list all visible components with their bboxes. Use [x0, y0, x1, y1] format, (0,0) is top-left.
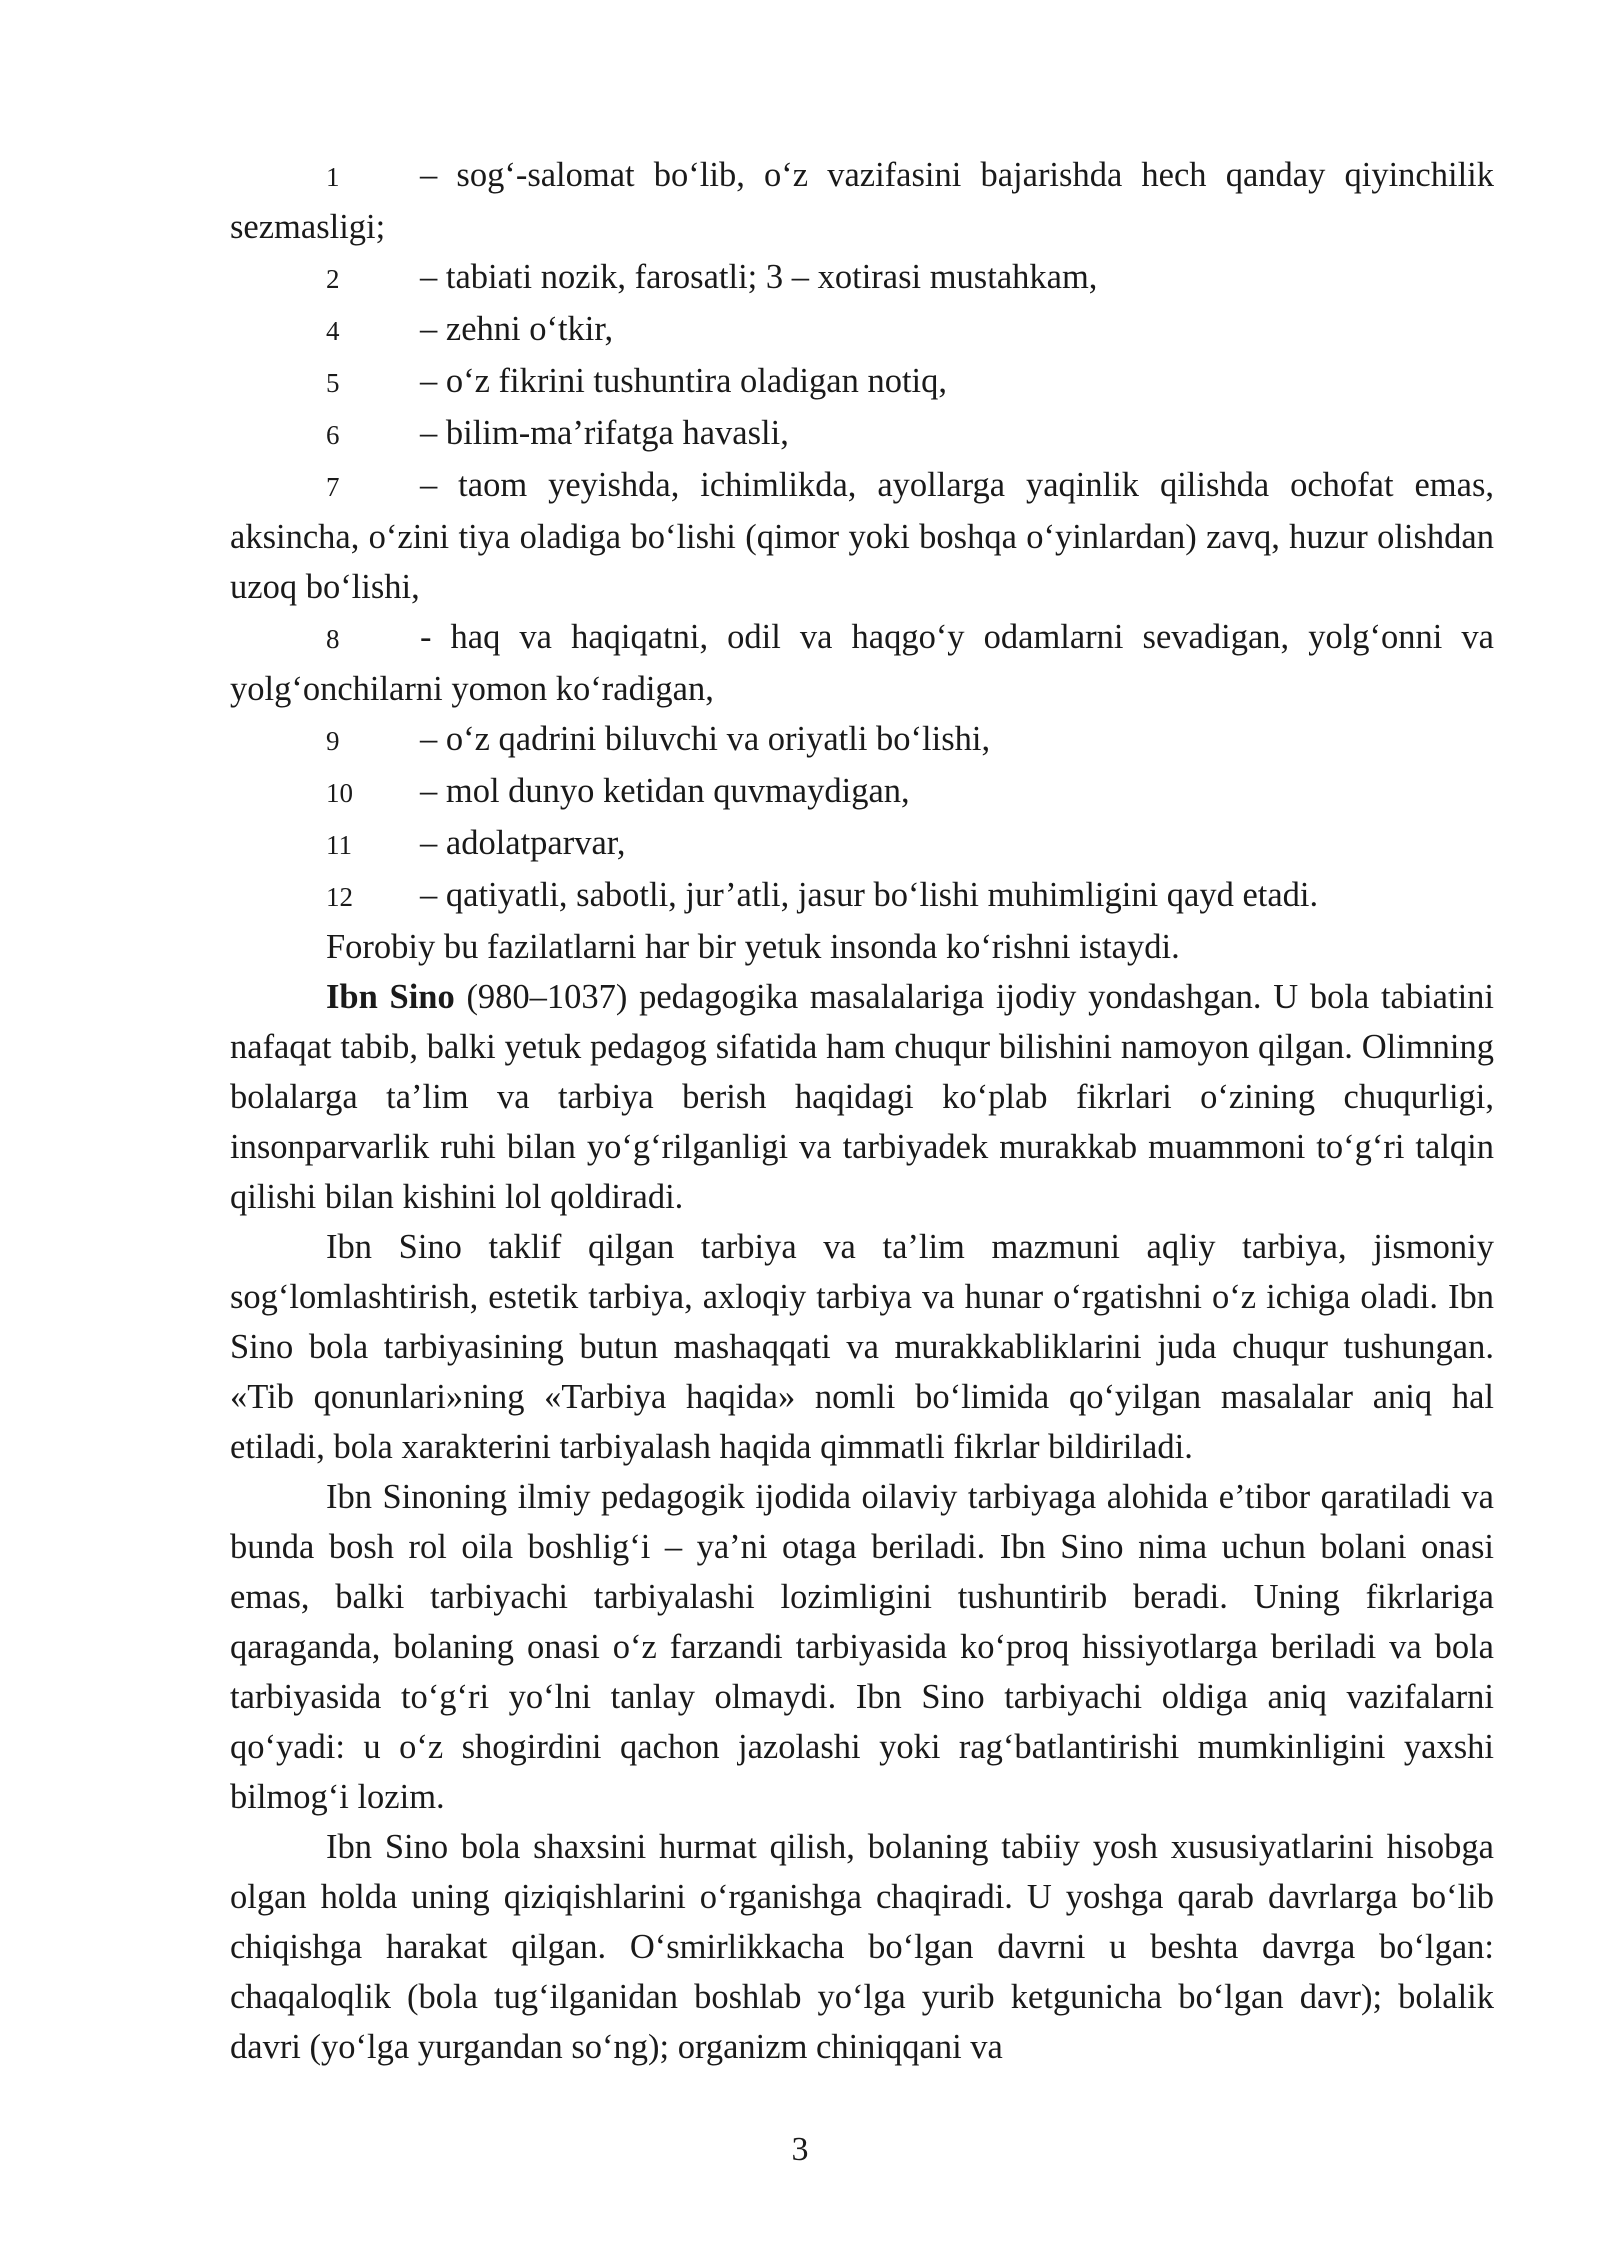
- list-item-text: – sog‘-salomat bo‘lib, o‘z vazifasini bajarishda hech qanday qiyinchilik sezmasligi;: [230, 156, 1494, 246]
- list-item: [230, 356, 1494, 408]
- page-number: 3: [791, 2131, 809, 2168]
- list-item-number: 6: [326, 420, 340, 450]
- list-item-number: 12: [326, 882, 353, 912]
- document-page: [230, 150, 1494, 2072]
- list-item-text: – mol dunyo ketidan quvmaydigan,: [420, 772, 910, 810]
- list-item: [230, 818, 1494, 870]
- list-item-text: – qatiyatli, sabotli, jur’atli, jasur bo‘lishi muhimligini qayd etadi.: [420, 876, 1319, 914]
- list-item: [230, 714, 1494, 766]
- list-item: [230, 870, 1494, 922]
- list-item: [230, 766, 1494, 818]
- list-item-text: – o‘z fikrini tushuntira oladigan notiq,: [420, 362, 947, 400]
- education-content-paragraph: Ibn Sino taklif qilgan tarbiya va ta’lim mazmuni aqliy tarbiya, jismoniy sog‘lomlashtirish, estetik tarbiya, axloqiy tarbiya va hunar o‘rgatishni o‘z ichiga oladi. Ibn Sino bola tarbiyasining butun mashaqqati va murakkabliklarini juda chuqur tushungan. «Tib qonunlari»ning «Tarbiya haqida» nomli bo‘limida qo‘yilgan masalalar aniq hal etiladi, bola xarakterini tarbiyalash haqida qimmatli fikrlar bildiriladi.: [230, 1228, 1494, 1466]
- list-item-number: 7: [326, 472, 340, 502]
- family-education-paragraph: Ibn Sinoning ilmiy pedagogik ijodida oilaviy tarbiyaga alohida e’tibor qaratiladi va bunda bosh rol oila boshlig‘i – ya’ni otaga beriladi. Ibn Sino nima uchun bolani onasi emas, balki tarbiyachi tarbiyalashi lozimligini tushuntirib beradi. Uning fikrlariga qaraganda, bolaning onasi o‘z farzandi tarbiyasida ko‘proq hissiyotlarga beriladi va bola tarbiyasida to‘g‘ri yo‘lni tanlay olmaydi. Ibn Sino tarbiyachi oldiga aniq vazifalarni qo‘yadi: u o‘z shogirdini qachon jazolashi yoki rag‘batlantirishi mumkinligini yaxshi bilmog‘i lozim.: [230, 1478, 1494, 1816]
- paragraph-text: (980–1037) pedagogika masalalariga ijodiy yondashgan. U bola tabiatini nafaqat tabib, balki yetuk pedagog sifatida ham chuqur bilishini namoyon qilgan. Olimning bolalarga ta’lim va tarbiya berish haqidagi ko‘plab fikrlari o‘zining chuqurligi, insonparvarlik ruhi bilan yo‘g‘rilganligi va tarbiyadek murakkab muammoni to‘g‘ri talqin qilishi bilan kishini lol qoldiradi.: [230, 978, 1495, 1216]
- list-item: [230, 304, 1494, 356]
- list-item: [230, 252, 1494, 304]
- list-item-number: 11: [326, 830, 352, 860]
- list-item-text: – taom yeyishda, ichimlikda, ayollarga yaqinlik qilishda ochofat emas, aksincha, o‘zini tiya oladiga bo‘lishi (qimor yoki boshqa o‘yinlardan) zavq, huzur olishdan uzoq bo‘lishi,: [230, 466, 1494, 606]
- child-personality-paragraph: Ibn Sino bola shaxsini hurmat qilish, bolaning tabiiy yosh xususiyatlarini hisobga olgan holda uning qiziqishlarini o‘rganishga chaqiradi. U yoshga qarab davrlarga bo‘lib chiqishga harakat qilgan. O‘smirlikkacha bo‘lgan davrni u beshta davrga bo‘lgan: chaqaloqlik (bola tug‘ilganidan boshlab yo‘lga yurib ketgunicha bo‘lgan davr); bolalik davri (yo‘lga yurgandan so‘ng); organizm chiniqqani va: [230, 1828, 1494, 2066]
- list-item-number: 2: [326, 264, 340, 294]
- list-item-text: - haq va haqiqatni, odil va haqgo‘y odamlarni sevadigan, yolg‘onni va yolg‘onchilarni yomon ko‘radigan,: [230, 618, 1494, 708]
- list-item: [230, 150, 1494, 252]
- list-item-text: – zehni o‘tkir,: [420, 310, 614, 348]
- ibn-sino-heading-name: Ibn Sino: [326, 978, 455, 1016]
- list-item-text: – adolatparvar,: [420, 824, 626, 862]
- list-item-number: 9: [326, 726, 340, 756]
- list-item-text: – bilim-ma’rifatga havasli,: [420, 414, 789, 452]
- list-item-number: 5: [326, 368, 340, 398]
- list-item-number: 4: [326, 316, 340, 346]
- summary-paragraph: Forobiy bu fazilatlarni har bir yetuk insonda ko‘rishni istaydi.: [326, 928, 1180, 966]
- list-item: [230, 612, 1494, 714]
- ibn-sino-intro-paragraph: [230, 972, 1494, 1222]
- list-item-text: – o‘z qadrini biluvchi va oriyatli bo‘lishi,: [420, 720, 991, 758]
- list-item-number: 10: [326, 778, 353, 808]
- list-item-number: 1: [326, 162, 340, 192]
- list-item: [230, 460, 1494, 612]
- list-item-number: 8: [326, 624, 340, 654]
- list-item: [230, 408, 1494, 460]
- list-item-text: – tabiati nozik, farosatli; 3 – xotirasi mustahkam,: [420, 258, 1098, 296]
